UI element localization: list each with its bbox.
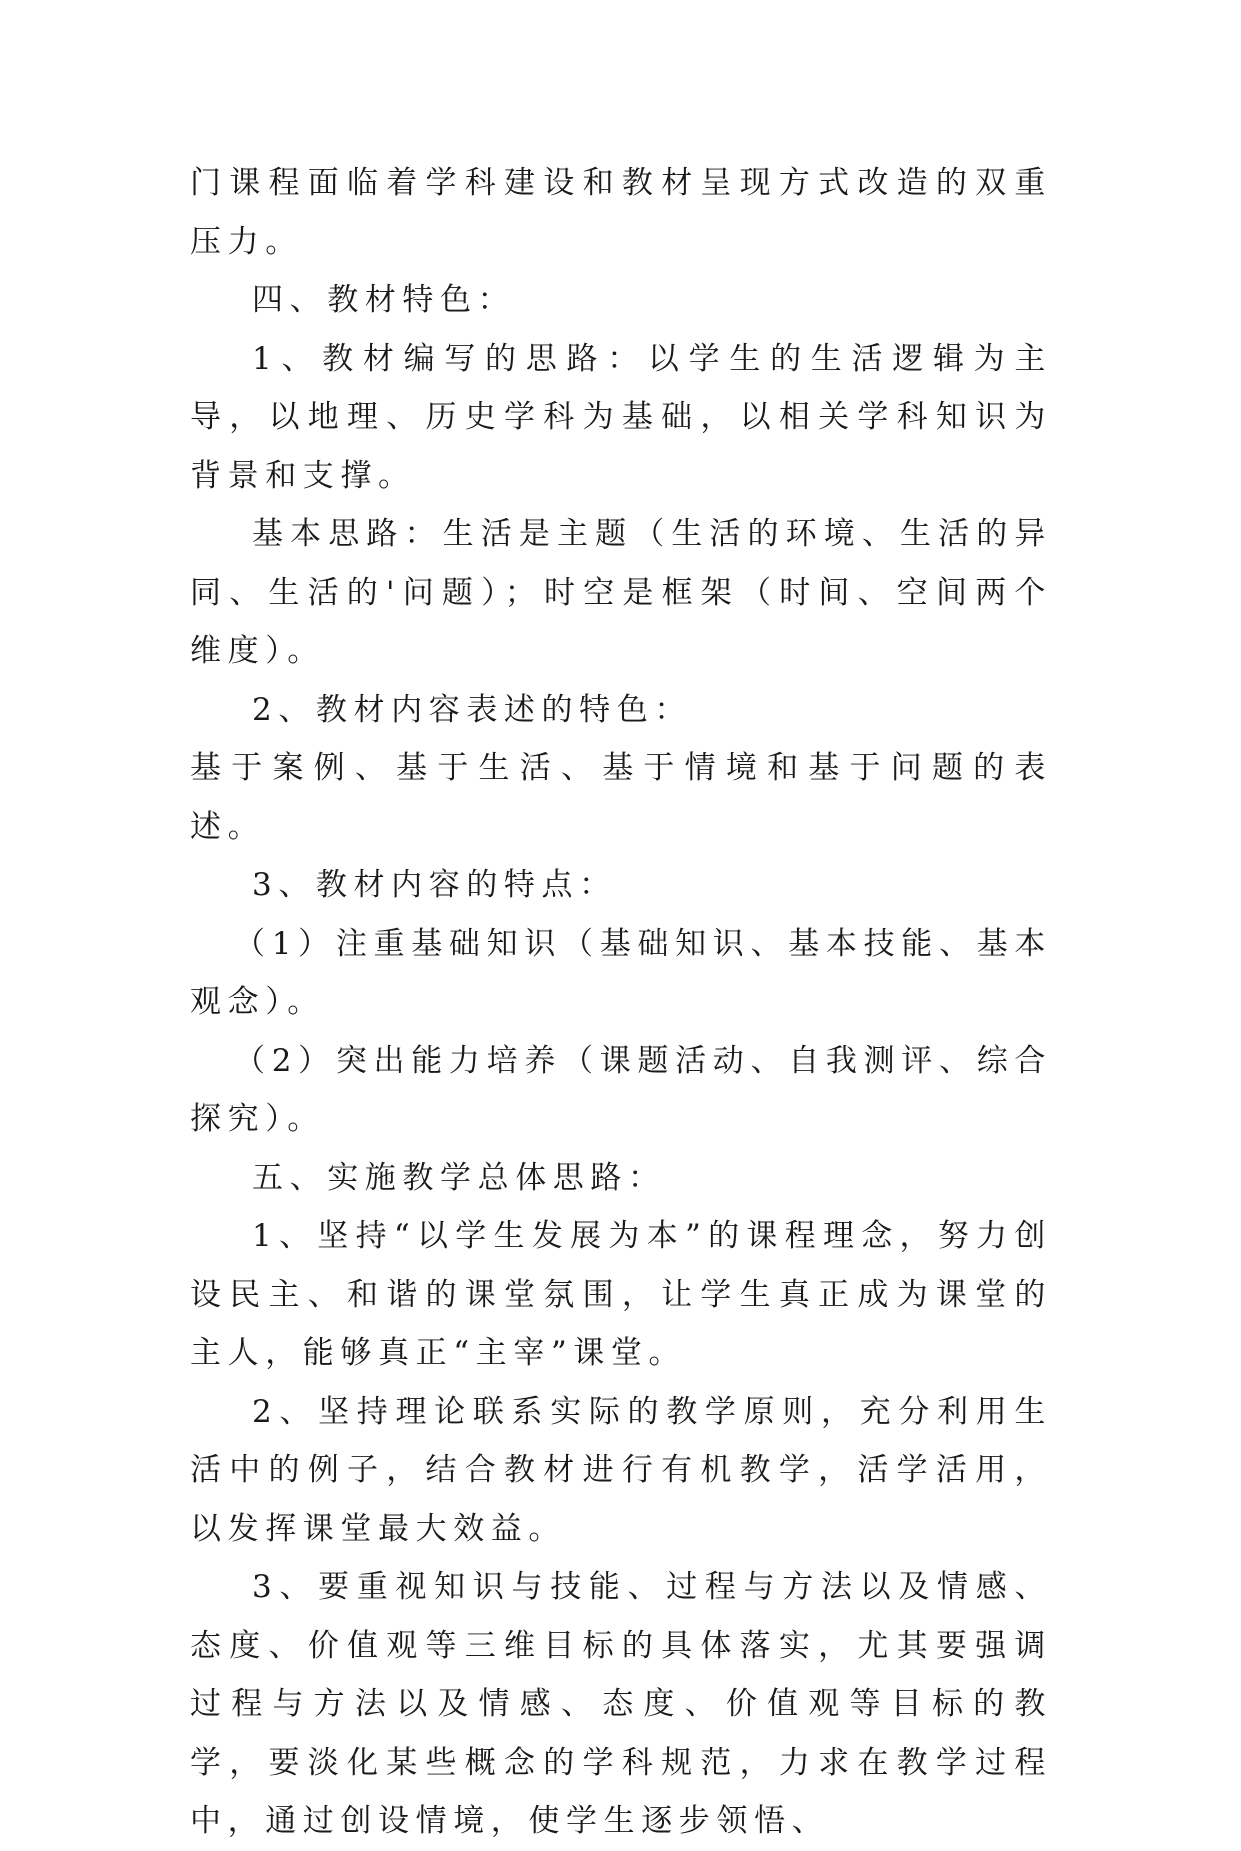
paragraph-approach-3: 3、要重视知识与技能、过程与方法以及情感、态度、价值观等三维目标的具体落实，尤其要强调过程与方法以及情感、态度、价值观等目标的教学，要淡化某些概念的学科规范，力求在教学过程中，通过创设情境，使学生逐步领悟、	[190, 1569, 1052, 1839]
paragraph-feature-2: （2）突出能力培养（课题活动、自我测评、综合探究）。	[190, 1042, 1052, 1137]
paragraph-writing-approach: 1、教材编写的思路：以学生的生活逻辑为主导，以地理、历史学科为基础，以相关学科知识为背景和支撑。	[190, 340, 1052, 494]
heading-teaching-approach: 五、实施教学总体思路：	[252, 1159, 666, 1196]
heading-textbook-features: 四、教材特色：	[252, 282, 516, 318]
paragraph-expression-basis: 基于案例、基于生活、基于情境和基于问题的表述。	[190, 750, 1052, 845]
paragraph-content-features: 3、教材内容的特点：	[252, 867, 617, 903]
paragraph-content-expression: 2、教材内容表述的特色：	[252, 691, 692, 728]
document-body	[190, 154, 1052, 1851]
paragraph-feature-1: （1）注重基础知识（基础知识、基本技能、基本观念）。	[190, 925, 1052, 1020]
paragraph-continuation: 门课程面临着学科建设和教材呈现方式改造的双重压力。	[190, 165, 1052, 260]
paragraph-approach-1: 1、坚持“以学生发展为本”的课程理念，努力创设民主、和谐的课堂氛围，让学生真正成为课堂的主人，能够真正“主宰”课堂。	[190, 1218, 1052, 1371]
paragraph-approach-2: 2、坚持理论联系实际的教学原则，充分利用生活中的例子，结合教材进行有机教学，活学活用，以发挥课堂最大效益。	[190, 1393, 1052, 1547]
paragraph-basic-approach: 基本思路：生活是主题（生活的环境、生活的异同、生活的'问题）；时空是框架（时间、空间两个维度）。	[190, 516, 1052, 669]
